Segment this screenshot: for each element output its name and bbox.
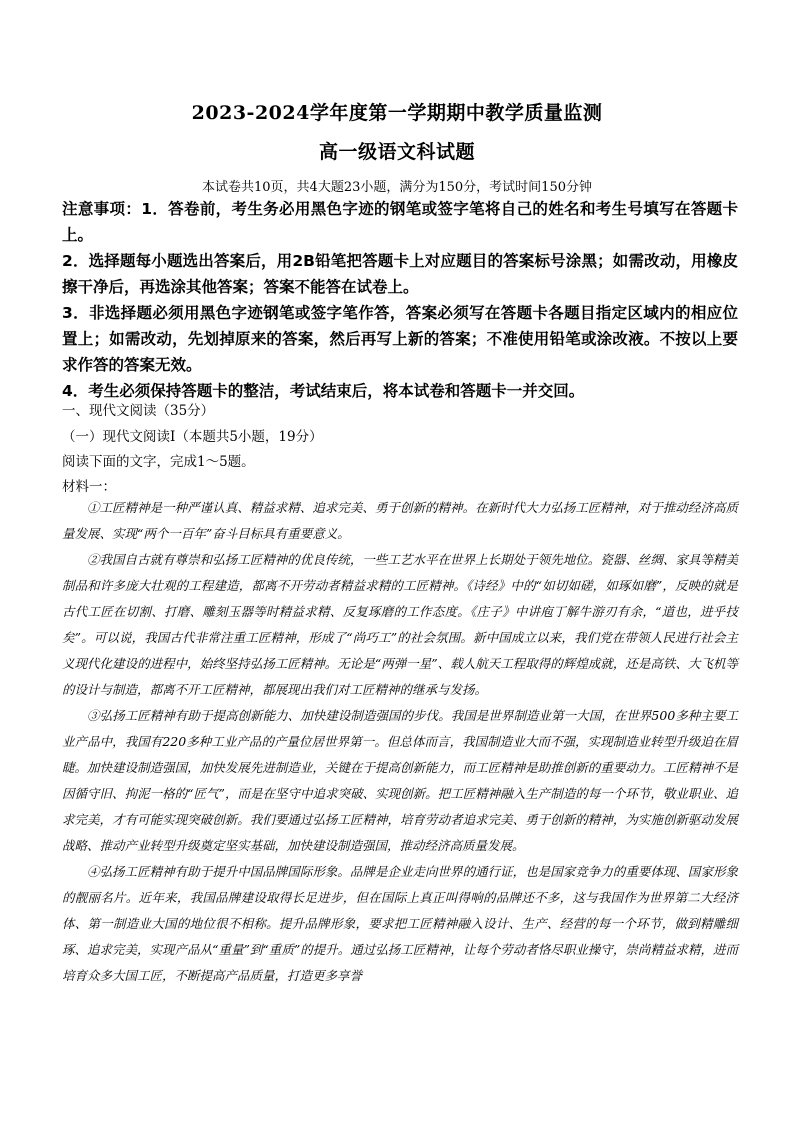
material-text (62, 495, 738, 989)
instruction-item: 注意事项：1．答卷前，考生务必用黑色字迹的钢笔或签字笔将自己的姓名和考生号填写在答题卡上。 (62, 200, 738, 244)
paragraph: ②我国自古就有尊崇和弘扬工匠精神的优良传统，一些工艺水平在世界上长期处于领先地位。瓷器、丝绸、家具等精美制品和许多庞大壮观的工程建造，都离不开劳动者精益求精的工匠精神。《诗经》中的“如切如磋，如琢如磨”，反映的就是古代工匠在切割、打磨、雕刻玉器等时精益求精、反复琢磨的工作态度。《庄子》中讲庖丁解牛游刃有余，“道也，进乎技矣”。可以说，我国古代非常注重工匠精神，形成了“尚巧工”的社会氛围。新中国成立以来，我们党在带领人民进行社会主义现代化建设的进程中，始终坚持弘扬工匠精神。无论是“两弹一星”、载人航天工程取得的辉煌成就，还是高铁、大飞机等的设计与制造，都离不开工匠精神，都展现出我们对工匠精神的继承与发扬。 (62, 552, 738, 697)
instruction-item: 3．非选择题必须用黑色字迹钢笔或签字笔作答，答案必须写在答题卡各题目指定区域内的相应位置上；如需改动，先划掉原来的答案，然后再写上新的答案；不准使用铅笔或涂改液。不按以上要求作答的答案无效。 (62, 304, 738, 374)
reading-instruction: 阅读下面的文字，完成1～5题。 (62, 454, 255, 470)
instructions-block (62, 196, 738, 404)
exam-info: 本试卷共10页，共4大题23小题，满分为150分，考试时间150分钟 (202, 180, 592, 195)
section-heading: 一、现代文阅读（35分） (62, 403, 215, 419)
exam-subtitle: 高一级语文科试题 (318, 141, 475, 163)
exam-title: 2023-2024学年度第一学期期中教学质量监测 (191, 102, 603, 124)
instruction-item: 2．选择题每小题选出答案后，用2B铅笔把答题卡上对应题目的答案标号涂黑；如需改动，用橡皮擦干净后，再选涂其他答案；答案不能答在试卷上。 (62, 252, 738, 296)
paragraph: ①工匠精神是一种严谨认真、精益求精、追求完美、勇于创新的精神。在新时代大力弘扬工匠精神，对于推动经济高质量发展、实现“两个一百年”奋斗目标具有重要意义。 (62, 500, 738, 541)
section-subheading: （一）现代文阅读Ⅰ（本题共5小题，19分） (62, 429, 323, 445)
instruction-item: 4．考生必须保持答题卡的整洁，考试结束后，将本试卷和答题卡一并交回。 (62, 382, 585, 400)
paragraph: ④弘扬工匠精神有助于提升中国品牌国际形象。品牌是企业走向世界的通行证，也是国家竞争力的重要体现、国家形象的靓丽名片。近年来，我国品牌建设取得长足进步，但在国际上真正叫得响的品牌还不多，这与我国作为世界第二大经济体、第一制造业大国的地位很不相称。提升品牌形象，要求把工匠精神融入设计、生产、经营的每一个环节，做到精雕细琢、追求完美，实现产品从“重量”到“重质”的提升。通过弘扬工匠精神，让每个劳动者恪尽职业操守，崇尚精益求精，进而培育众多大国工匠，不断提高产品质量，打造更多享誉 (62, 864, 738, 983)
paragraph: ③弘扬工匠精神有助于提高创新能力、加快建设制造强国的步伐。我国是世界制造业第一大国，在世界500多种主要工业产品中，我国有220多种工业产品的产量位居世界第一。但总体而言，我国制造业大而不强，实现制造业转型升级迫在眉睫。加快建设制造强国，加快发展先进制造业，关键在于提高创新能力，而工匠精神是助推创新的重要动力。工匠精神不是因循守旧、拘泥一格的“匠气”，而是在坚守中追求突破、实现创新。把工匠精神融入生产制造的每一个环节，敬业职业、追求完美，才有可能实现突破创新。我们要通过弘扬工匠精神，培育劳动者追求完美、勇于创新的精神，为实施创新驱动发展战略、推动产业转型升级奠定坚实基础，加快建设制造强国，推动经济高质量发展。 (62, 708, 738, 853)
material-label: 材料一： (62, 479, 116, 495)
